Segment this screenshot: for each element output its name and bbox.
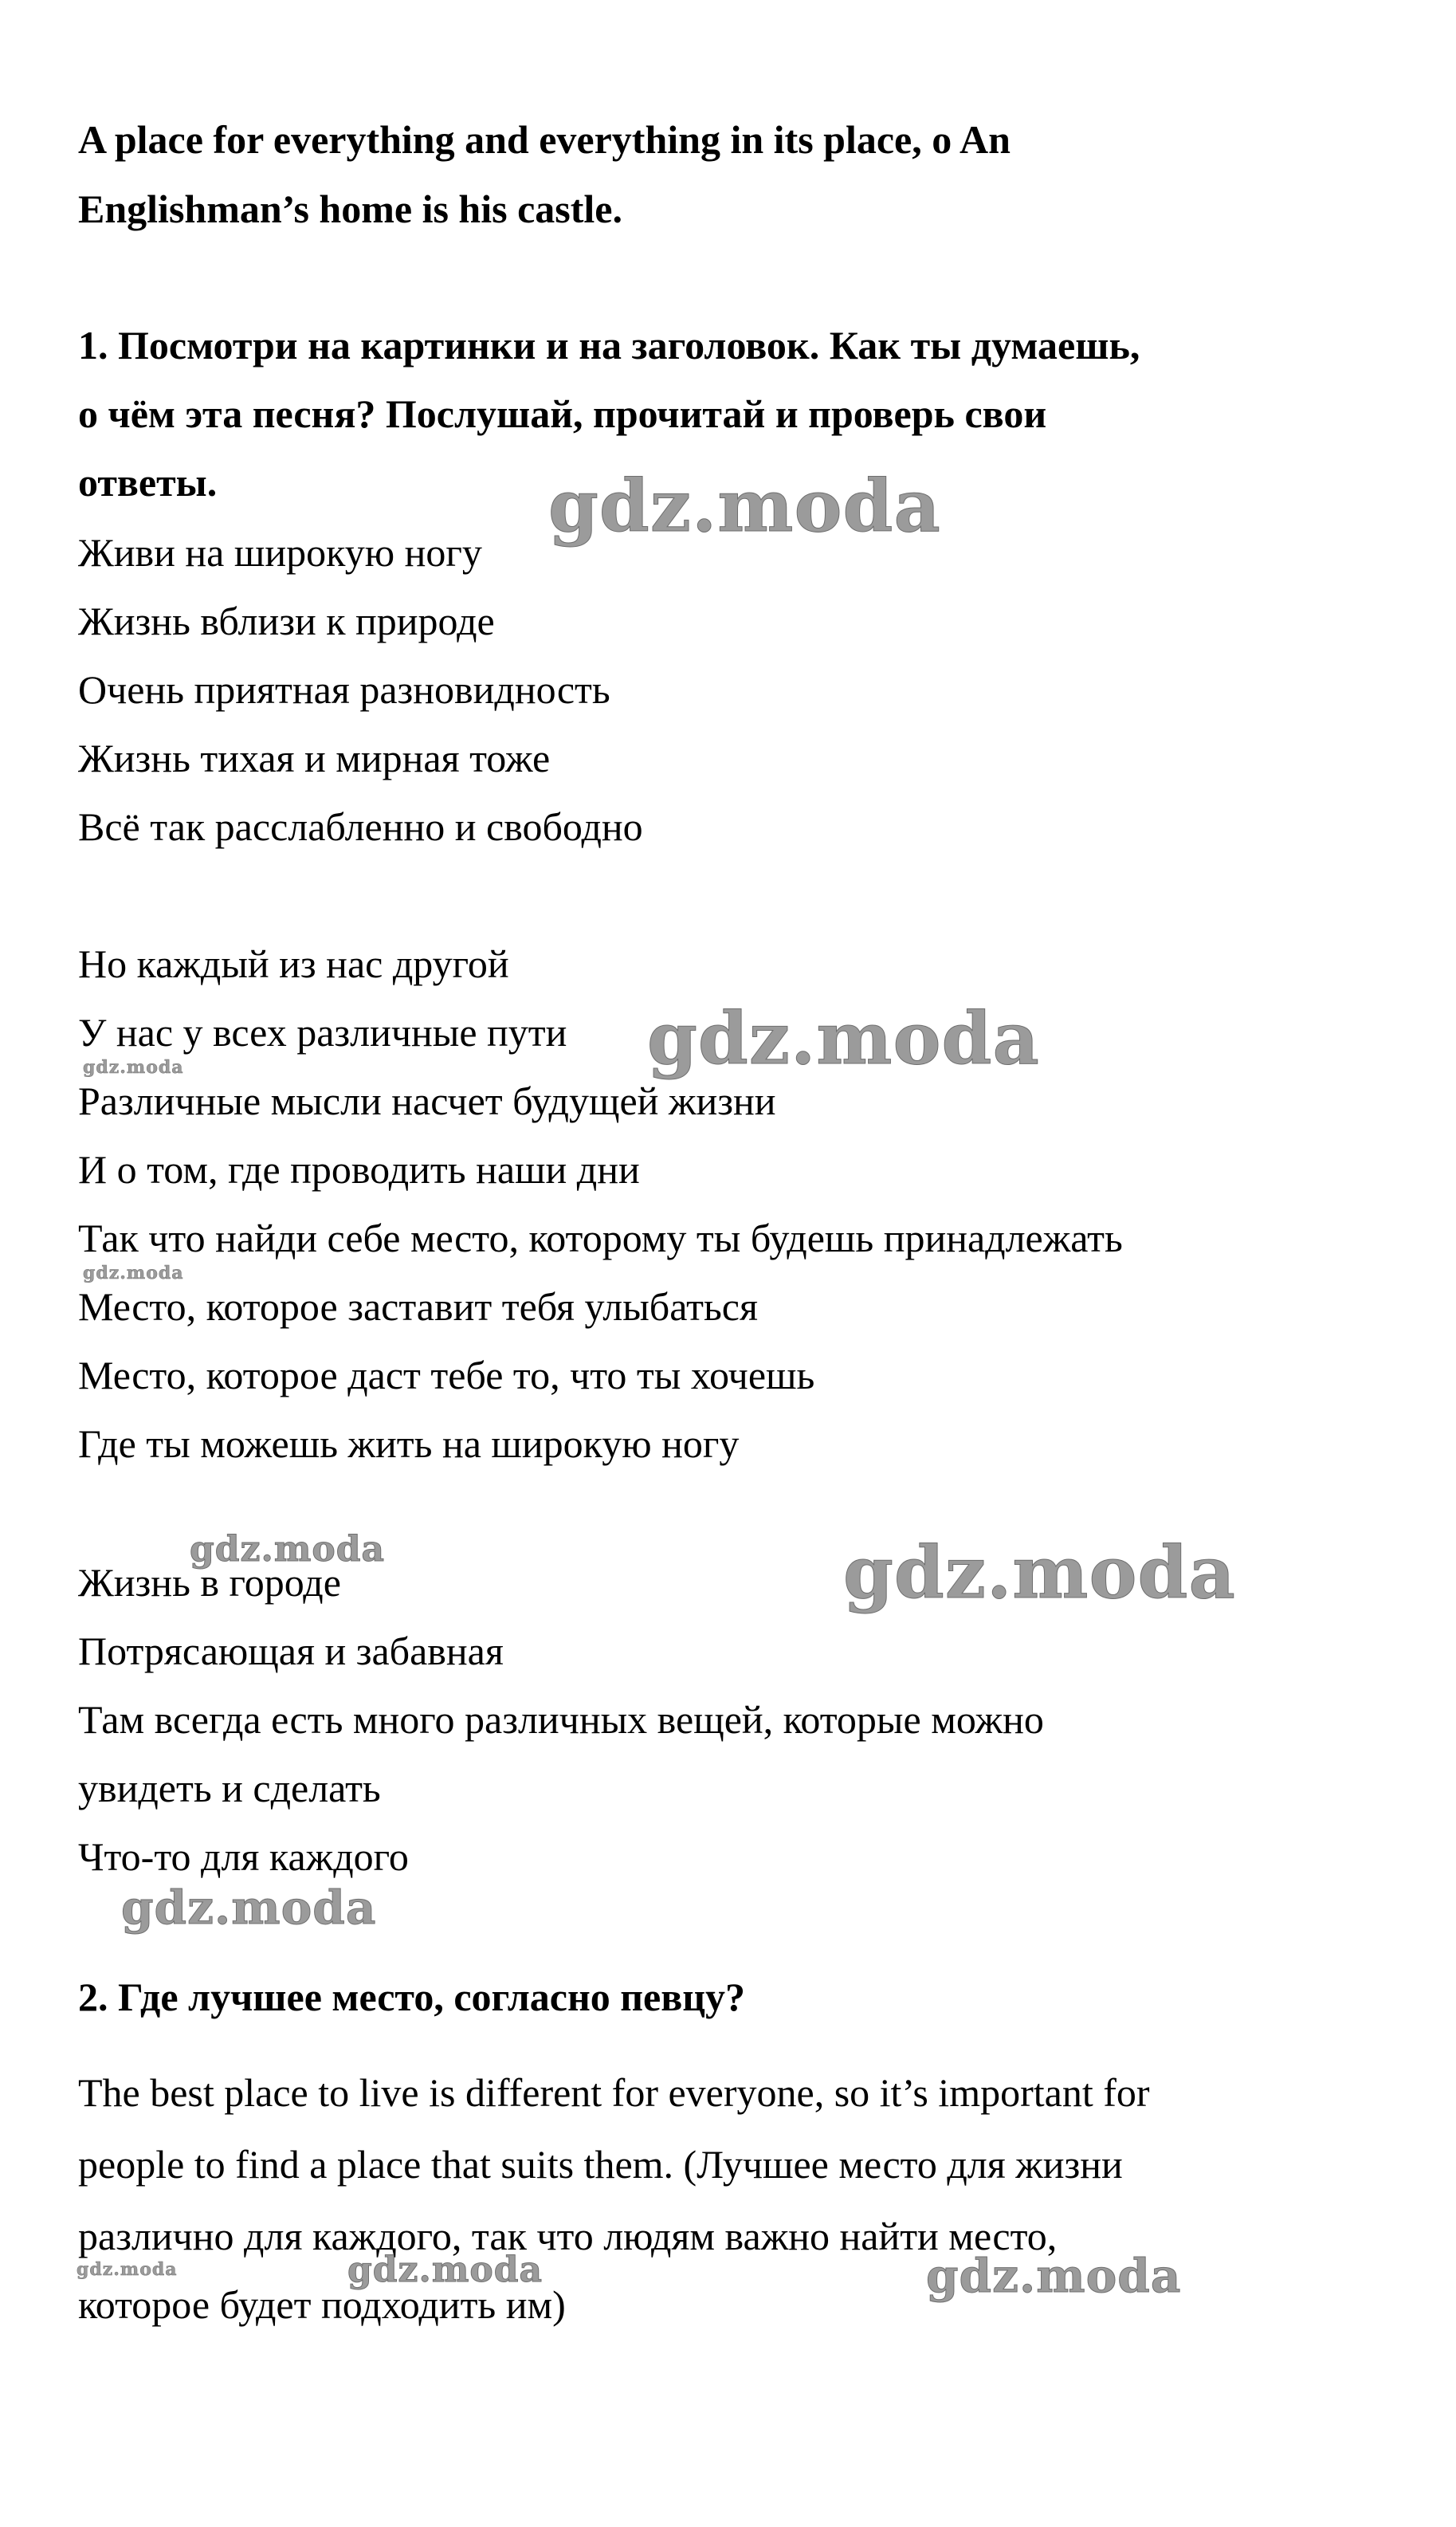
- watermark-logo: gdz.moda: [926, 2249, 1182, 2303]
- stanza3-line: Потрясающая и забавная: [78, 1629, 504, 1673]
- task1-heading-line-3: ответы.: [78, 460, 218, 505]
- stanza2-line: И о том, где проводить наши дни: [78, 1147, 640, 1192]
- watermark-logo: gdz.moda: [83, 1263, 184, 1283]
- stanza1-line: Очень приятная разновидность: [78, 667, 610, 712]
- watermark-logo: gdz.moda: [77, 2259, 178, 2280]
- stanza2-line: Место, которое даст тебе то, что ты хочешь: [78, 1353, 815, 1397]
- watermark-logo: gdz.moda: [121, 1881, 377, 1935]
- title-line-1: A place for everything and everything in its place, o An: [78, 117, 1011, 162]
- task1-heading-line-1: 1. Посмотри на картинки и на заголовок. Как ты думаешь,: [78, 323, 1140, 367]
- stanza3-line: Жизнь в городе: [78, 1560, 341, 1605]
- stanza1-line: Всё так расслабленно и свободно: [78, 804, 643, 849]
- watermark-logo: gdz.moda: [347, 2250, 544, 2290]
- watermark-logo: gdz.moda: [190, 1529, 386, 1570]
- stanza1-line: Жизнь тихая и мирная тоже: [78, 736, 551, 780]
- watermark-logo: gdz.moda: [843, 1531, 1236, 1615]
- stanza2-line: Место, которое заставит тебя улыбаться: [78, 1284, 758, 1329]
- stanza2-line: Различные мысли насчет будущей жизни: [78, 1079, 776, 1123]
- stanza3-line: увидеть и сделать: [78, 1766, 381, 1810]
- task1-heading-line-2: о чём эта песня? Послушай, прочитай и проверь свои: [78, 391, 1047, 436]
- watermark-logo: gdz.moda: [647, 996, 1040, 1081]
- stanza2-line: Так что найди себе место, которому ты будешь принадлежать: [78, 1216, 1123, 1260]
- task2-answer-line: различно для каждого, так что людям важно найти место,: [78, 2214, 1058, 2258]
- task2-answer-line: The best place to live is different for everyone, so it’s important for: [78, 2070, 1150, 2115]
- stanza3-line: Что-то для каждого: [78, 1834, 409, 1879]
- task2-answer-line: которое будет подходить им): [78, 2282, 566, 2327]
- stanza2-line: Но каждый из нас другой: [78, 941, 509, 986]
- watermark-logo: gdz.moda: [548, 464, 941, 548]
- watermark-logo: gdz.moda: [83, 1057, 184, 1078]
- stanza2-line: Где ты можешь жить на широкую ногу: [78, 1421, 740, 1466]
- stanza2-line: У нас у всех различные пути: [78, 1010, 567, 1055]
- stanza1-line: Живи на широкую ногу: [78, 530, 482, 575]
- task2-heading: 2. Где лучшее место, согласно певцу?: [78, 1975, 746, 2019]
- task2-answer-line: people to find a place that suits them. (Лучшее место для жизни: [78, 2142, 1123, 2187]
- stanza1-line: Жизнь вблизи к природе: [78, 599, 495, 643]
- title-line-2: Englishman’s home is his castle.: [78, 187, 622, 231]
- stanza3-line: Там всегда есть много различных вещей, которые можно: [78, 1697, 1044, 1742]
